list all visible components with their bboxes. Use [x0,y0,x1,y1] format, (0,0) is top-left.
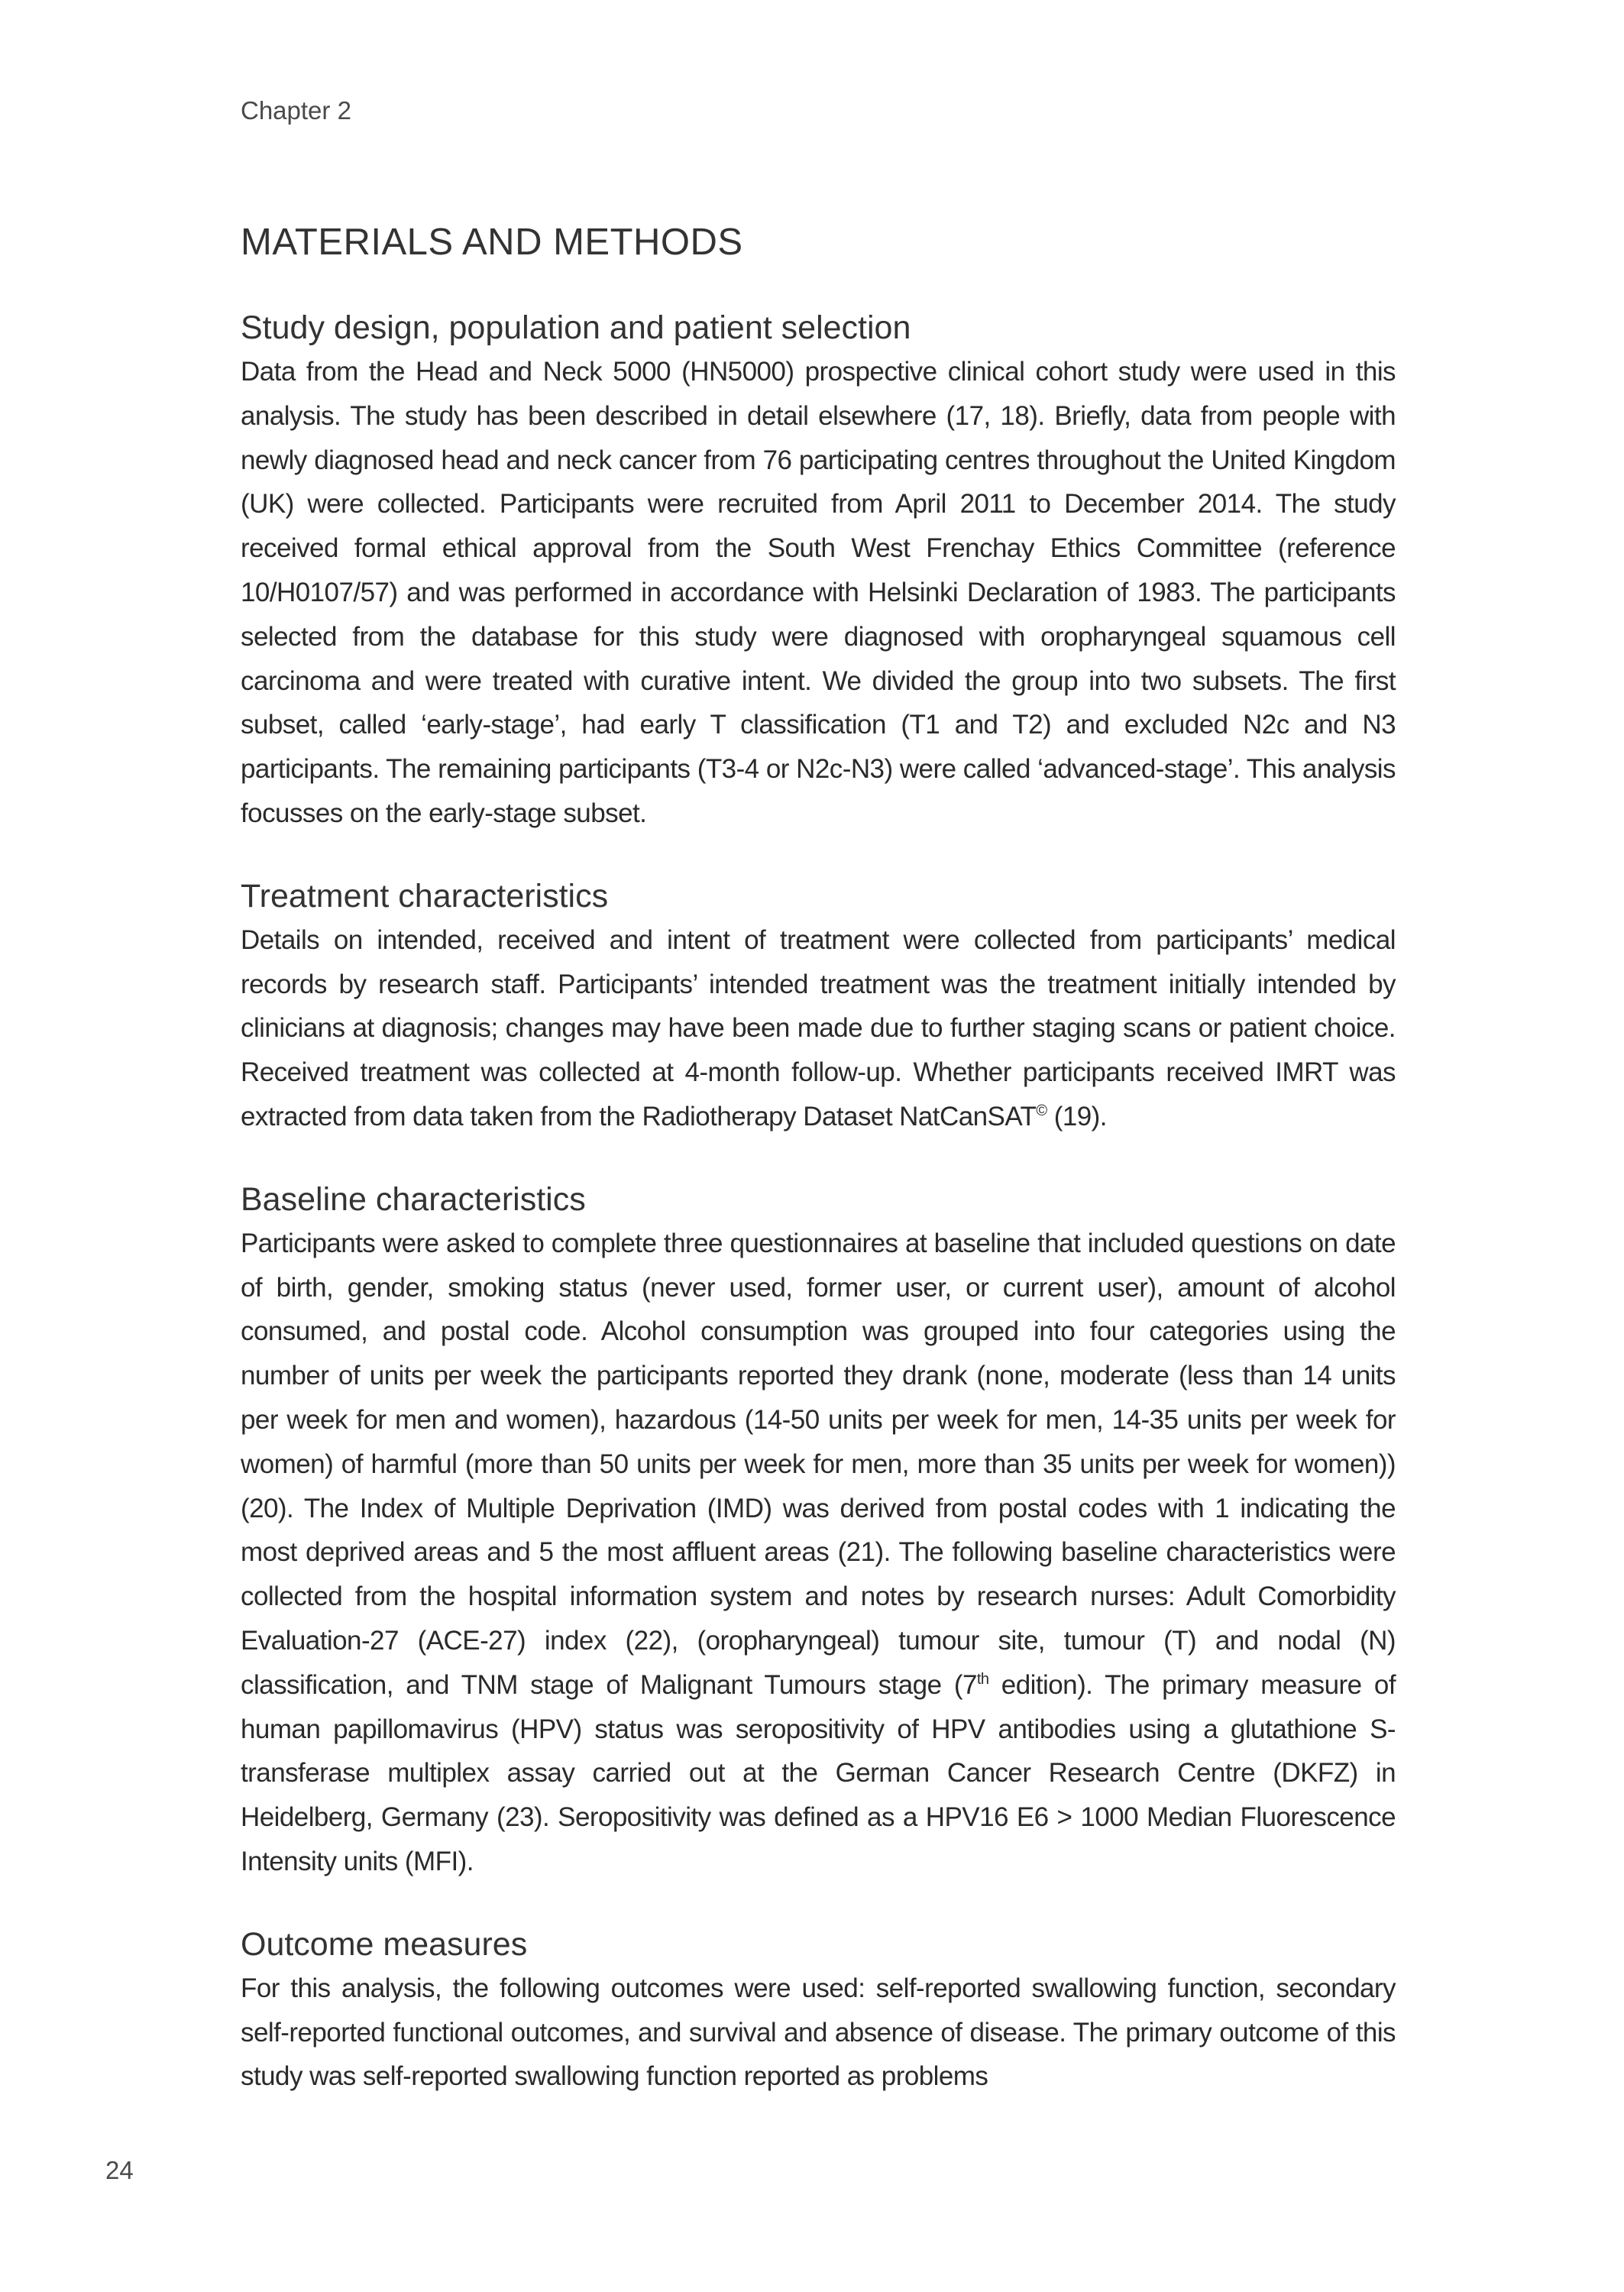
paragraph-treatment-tail: (19). [1047,1101,1107,1131]
paragraph-outcome: For this analysis, the following outcomes were used: self-reported swallowing function, secondary self-reported functional outcomes, and survival and absence of disease. The primary outcome of this study was self-reported swallowing function reported as problems [241,1973,1396,2092]
running-head: Chapter 2 [241,96,351,125]
main-content [241,214,1396,2099]
subheading-study-design: Study design, population and patient selection [241,309,911,346]
subheading-treatment: Treatment characteristics [241,877,609,915]
paragraph-study-design: Data from the Head and Neck 5000 (HN5000) prospective clinical cohort study were used in this analysis. The study has been described in detail elsewhere (17, 18). Briefly, data from people with newly diagnosed head and neck cancer from 76 participating centres throughout the United Kingdom (UK) were collected. Participants were recruited from April 2011 to December 2014. The study received formal ethical approval from the South West Frenchay Ethics Committee (reference 10/H0107/57) and was performed in accordance with Helsinki Declaration of 1983. The participants selected from the database for this study were diagnosed with oropharyngeal squamous cell carcinoma and were treated with curative intent. We divided the group into two subsets. The first subset, called ‘early-stage’, had early T classification (T1 and T2) and excluded N2c and N3 participants. The remaining participants (T3-4 or N2c-N3) were called ‘advanced-stage’. This analysis focusses on the early-stage subset. [241,357,1396,828]
section-title: MATERIALS AND METHODS [241,222,743,263]
paragraph-baseline-tail: edition). The primary measure of human papillomavirus (HPV) status was seropositivity of HPV antibodies using a glutathione S-transferase multiplex assay carried out at the German Cancer Research Centre (DKFZ) in Heidelberg, Germany (23). Seropositivity was defined as a HPV16 E6 > 1000 Median Fluorescence Intensity units (MFI). [241,1669,1396,1876]
subheading-baseline: Baseline characteristics [241,1180,586,1218]
copyright-superscript: © [1036,1102,1047,1119]
paragraph-baseline [241,1222,1396,1884]
subheading-outcome: Outcome measures [241,1925,528,1963]
paragraph-treatment [241,918,1396,1139]
paragraph-treatment-text: Details on intended, received and intent of treatment were collected from participants’ medical records by research staff. Participants’ intended treatment was the treatment initially intended by clinicians at diagnosis; changes may have been made due to further staging scans or patient choice. Received treatment was collected at 4-month follow-up. Whether participants received IMRT was extracted from data taken from the Radiotherapy Dataset NatCanSAT [241,924,1396,1131]
ordinal-superscript: th [976,1670,989,1688]
page-number: 24 [105,2156,134,2184]
paragraph-baseline-text: Participants were asked to complete three questionnaires at baseline that included questions on date of birth, gender, smoking status (never used, former user, or current user), amount of alcohol consumed, and postal code. Alcohol consumption was grouped into four categories using the number of units per week the participants reported they drank (none, moderate (less than 14 units per week for men and women), hazardous (14-50 units per week for men, 14-35 units per week for women) of harmful (more than 50 units per week for men, more than 35 units per week for women)) (20). The Index of Multiple Deprivation (IMD) was derived from postal codes with 1 indicating the most deprived areas and 5 the most affluent areas (21). The following baseline characteristics were collected from the hospital information system and notes by research nurses: Adult Comorbidity Evaluation-27 (ACE-27) index (22), (oropharyngeal) tumour site, tumour (T) and nodal (N) classification, and TNM stage of Malignant Tumours stage (7 [241,1228,1396,1700]
